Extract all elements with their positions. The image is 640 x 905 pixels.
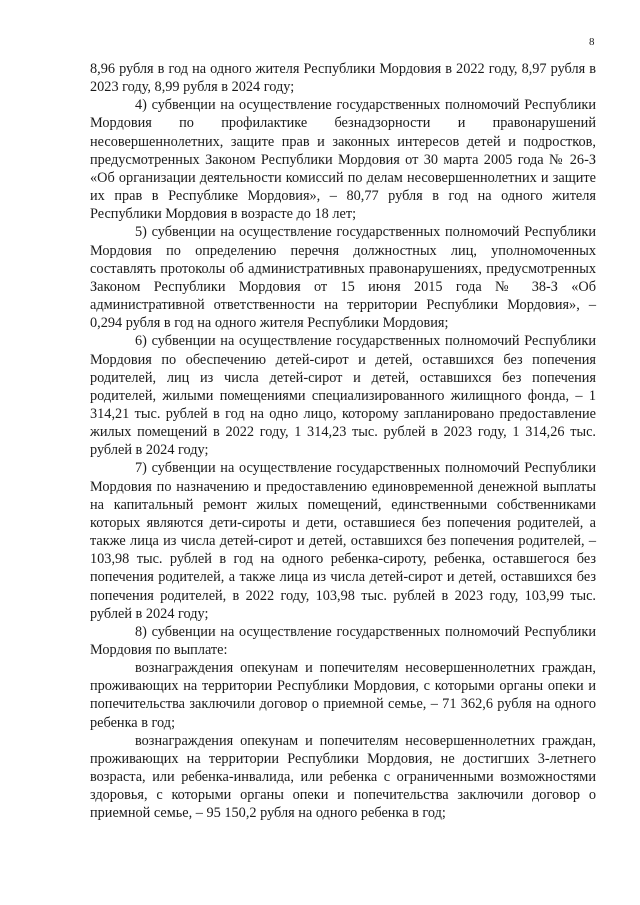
paragraph-item-8: 8) субвенции на осуществление государственных полномочий Республики Мордовия по выплате:: [90, 623, 596, 658]
paragraph-continuation: 8,96 рубля в год на одного жителя Республики Мордовия в 2022 году, 8,97 рубля в 2023 году, 8,99 рубля в 2024 году;: [90, 61, 596, 96]
paragraph-item-8-sub-2: вознаграждения опекунам и попечителям несовершеннолетних граждан, проживающих на территории Республики Мордовия, не достигших 3-летнего возраста, или ребенка-инвалида, или ребенка с ограниченными возможностями здоровья, с которыми органы опеки и попечительства заключили договор о приемной семье, – 95 150,2 рубля на одного ребенка в год;: [90, 732, 596, 822]
paragraph-item-5: 5) субвенции на осуществление государственных полномочий Республики Мордовия по определению перечня должностных лиц, уполномоченных составлять протоколы об административных правонарушениях, предусмотренных Законом Республики Мордовия от 15 июня 2015 года № 38-З «Об административной ответственности на территории Республики Мордовия», – 0,294 рубля в год на одного жителя Республики Мордовия;: [90, 224, 596, 332]
paragraph-item-7: 7) субвенции на осуществление государственных полномочий Республики Мордовия по назначению и предоставлению единовременной денежной выплаты на капитальный ремонт жилых помещений, единственными собственниками которых являются дети-сироты и дети, оставшиеся без попечения родителей, а также лица из числа детей-сирот и детей, оставшихся без попечения родителей, – 103,98 тыс. рублей в год на одного ребенка-сироту, ребенка, оставшегося без попечения родителей, а также лица из числа детей-сирот и детей, оставшихся без попечения родителей, в 2022 году, 103,98 тыс. рублей в 2023 году, 103,99 тыс. рублей в 2024 году;: [90, 460, 596, 622]
paragraph-item-8-sub-1: вознаграждения опекунам и попечителям несовершеннолетних граждан, проживающих на территории Республики Мордовия, с которыми органы опеки и попечительства заключили договор о приемной семье, – 71 362,6 рубля на одного ребенка в год;: [90, 660, 596, 731]
document-body: [90, 60, 596, 823]
paragraph-item-6: 6) субвенции на осуществление государственных полномочий Республики Мордовия по обеспечению детей-сирот и детей, оставшихся без попечения родителей, лиц из числа детей-сирот и детей, оставшихся без попечения родителей, жилыми помещениями специализированного жилищного фонда, – 1 314,21 тыс. рублей в год на одно лицо, которому запланировано предоставление жилых помещений в 2022 году, 1 314,23 тыс. рублей в 2023 году, 1 314,26 тыс. рублей в 2024 году;: [90, 333, 596, 459]
page-number: 8: [589, 36, 595, 48]
paragraph-item-4: 4) субвенции на осуществление государственных полномочий Республики Мордовия по профилактике безнадзорности и правонарушений несовершеннолетних, защите прав и законных интересов детей и подростков, предусмотренных Законом Республики Мордовия от 30 марта 2005 года № 26-З «Об организации деятельности комиссий по делам несовершеннолетних и защите их прав в Республике Мордовия», – 80,77 рубля в год на одного жителя Республики Мордовия в возрасте до 18 лет;: [90, 97, 596, 223]
